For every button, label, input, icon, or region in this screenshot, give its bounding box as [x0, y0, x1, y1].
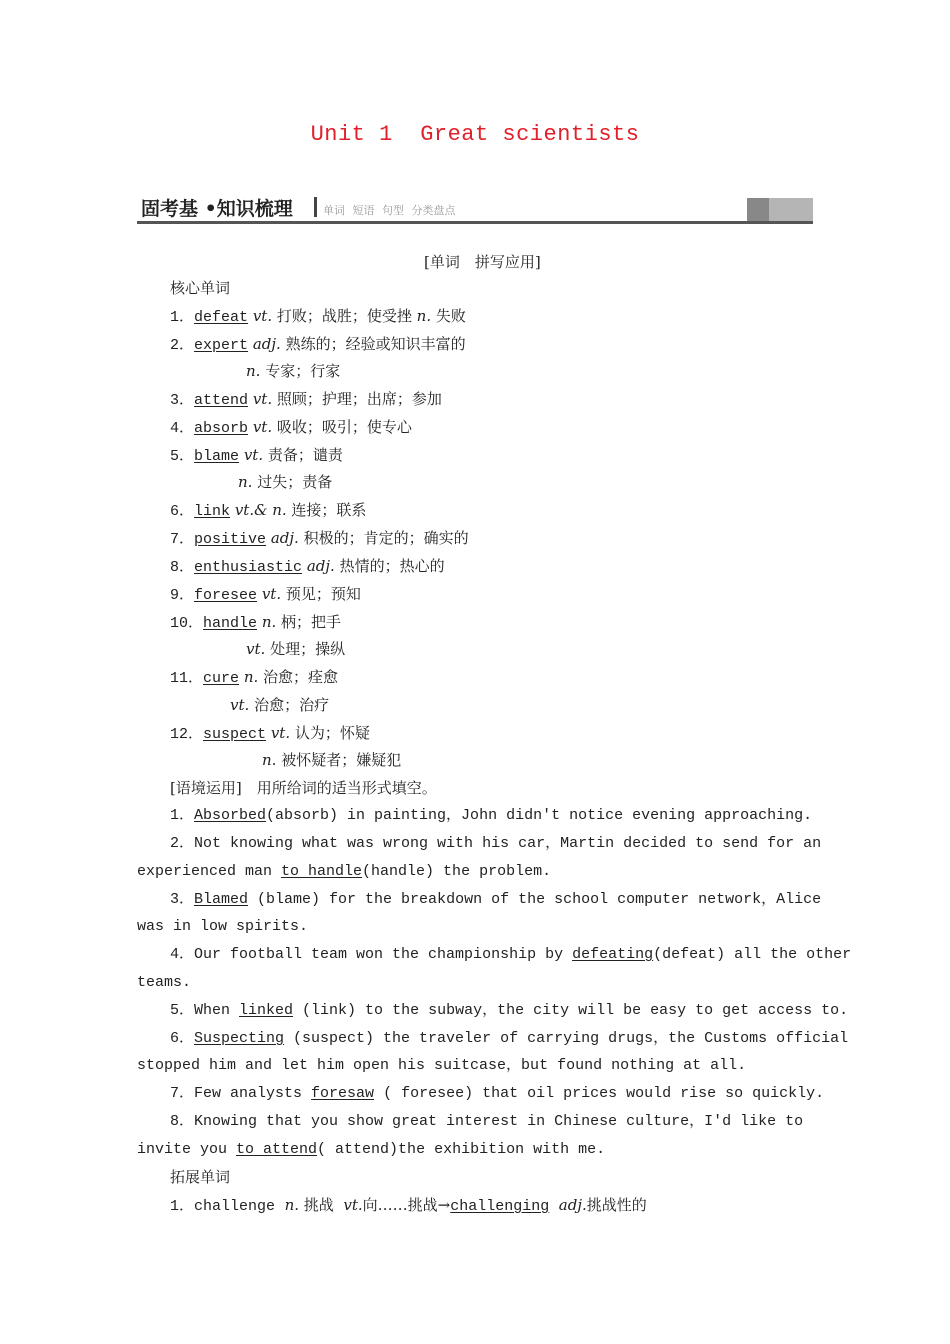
exercise-2: 2．Not knowing what was wrong with his car，Martin decided to send for an: [170, 835, 822, 852]
part-of-speech: vt.: [252, 390, 273, 408]
definition: 专家；行家: [265, 362, 341, 380]
exercise-3: 3．Blamed (blame) for the breakdown of the school computer network，Alice: [170, 891, 822, 908]
answer: linked: [239, 1002, 294, 1019]
part-of-speech: vt.: [230, 696, 250, 714]
core-word-row: [170, 556, 445, 578]
core-word-row: [170, 528, 469, 550]
banner-tags: 单词 短语 句型 分类盘点: [323, 204, 456, 217]
answer-word: link: [194, 503, 231, 520]
item-number: 8．: [170, 559, 195, 576]
exercise-8: 8．Knowing that you show great interest in Chinese culture，I'd like to: [170, 1113, 804, 1130]
definition: 处理；操纵: [270, 640, 346, 658]
part-of-speech: n.: [243, 668, 259, 686]
exercise-3-cont: was in low spirits.: [137, 918, 309, 935]
answer-word: absorb: [194, 420, 249, 437]
part-of-speech: n.: [416, 307, 432, 325]
page-title: [0, 122, 950, 147]
answer-word: expert: [194, 337, 249, 354]
part-of-speech: vt.: [252, 307, 273, 325]
core-word-row: [170, 306, 466, 328]
part-of-speech: vt.: [243, 446, 264, 464]
banner-block-light: [769, 198, 813, 221]
answer: foresaw: [311, 1085, 375, 1102]
exercise-2-cont: experienced man to handle(handle) the problem.: [137, 863, 552, 880]
definition: 连接；联系: [291, 501, 367, 519]
core-words-label: 核心单词: [170, 279, 231, 297]
core-word-row: [238, 472, 332, 492]
answer: Absorbed: [194, 807, 267, 824]
item-number: 1．: [170, 309, 195, 326]
answer: Suspecting: [194, 1030, 285, 1047]
exercise-1: 1．Absorbed(absorb) in painting，John didn't notice evening approaching.: [170, 807, 813, 824]
core-word-row: [246, 639, 345, 659]
answer: to attend: [236, 1141, 318, 1158]
part-of-speech: adj.: [252, 335, 281, 353]
banner-rule: [137, 221, 813, 224]
item-number: 4．: [170, 420, 195, 437]
answer-word: attend: [194, 392, 249, 409]
exercise-8-cont: invite you to attend( attend)the exhibition with me.: [137, 1141, 606, 1158]
item-number: 2．: [170, 337, 195, 354]
part-of-speech: adj.: [306, 557, 335, 575]
item-number: 10．: [170, 615, 204, 632]
answer: challenging: [450, 1198, 550, 1215]
core-word-row: [246, 361, 340, 381]
banner-heading: 固考基 •知识梳理: [141, 198, 293, 220]
answer-word: enthusiastic: [194, 559, 303, 576]
answer-word: handle: [203, 615, 258, 632]
item-number: 7．: [170, 531, 195, 548]
item-number: 11．: [170, 670, 204, 687]
definition: 熟练的；经验或知识丰富的: [285, 335, 466, 353]
definition: 认为；怀疑: [294, 724, 370, 742]
core-word-row: [170, 723, 370, 745]
core-word-row: [230, 695, 329, 715]
core-word-row: [170, 584, 361, 606]
item-number: 6．: [170, 503, 195, 520]
definition: 治愈；痊愈: [263, 668, 339, 686]
answer-word: cure: [203, 670, 240, 687]
answer-word: foresee: [194, 587, 258, 604]
definition: 被怀疑者；嫌疑犯: [281, 751, 402, 769]
extended-word-1: 1．challenge n. 挑战 vt.向……挑战→challenging adj.挑战性的: [170, 1196, 647, 1215]
answer-word: suspect: [203, 726, 267, 743]
part-of-speech: vt.: [270, 724, 291, 742]
answer: Blamed: [194, 891, 249, 908]
banner-divider: [314, 197, 317, 217]
banner-block-dark: [747, 198, 769, 221]
core-word-row: [170, 500, 366, 522]
item-number: 3．: [170, 392, 195, 409]
part-of-speech: vt.: [261, 585, 282, 603]
core-word-row: [170, 389, 442, 411]
exercise-4: 4．Our football team won the championship by defeating(defeat) all the other: [170, 946, 852, 963]
core-word-row: [170, 667, 338, 689]
answer-word: positive: [194, 531, 267, 548]
context-label: [语境运用] 用所给词的适当形式填空。: [170, 779, 437, 797]
part-of-speech: n.: [238, 473, 253, 491]
item-number: 9．: [170, 587, 195, 604]
definition: 责备；谴责: [267, 446, 343, 464]
part-of-speech: adj.: [270, 529, 299, 547]
answer-word: defeat: [194, 309, 249, 326]
core-word-row: [170, 417, 412, 439]
exercise-5: 5．When linked (link) to the subway，the city will be easy to get access to.: [170, 1002, 849, 1019]
core-word-row: [170, 445, 343, 467]
extended-words-label: 拓展单词: [170, 1168, 231, 1186]
part-of-speech: vt.: [246, 640, 266, 658]
part-of-speech: n.: [246, 362, 261, 380]
definition: 柄；把手: [281, 613, 342, 631]
section-header: [单词 拼写应用]: [424, 253, 541, 271]
unit-number: Unit 1: [310, 122, 393, 147]
answer-word: blame: [194, 448, 240, 465]
answer: to handle: [281, 863, 363, 880]
item-number: 12．: [170, 726, 204, 743]
definition: 失败: [435, 307, 466, 325]
exercise-6: 6．Suspecting (suspect) the traveler of carrying drugs，the Customs official: [170, 1030, 849, 1047]
core-word-row: [170, 612, 341, 634]
exercise-6-cont: stopped him and let him open his suitcase，but found nothing at all.: [137, 1057, 747, 1074]
definition: 热情的；热心的: [339, 557, 445, 575]
part-of-speech: vt.& n.: [234, 501, 287, 519]
unit-name: Great scientists: [420, 122, 640, 147]
definition: 预见；预知: [285, 585, 361, 603]
part-of-speech: vt.: [252, 418, 273, 436]
part-of-speech: n.: [261, 613, 277, 631]
answer: defeating: [572, 946, 654, 963]
core-word-row: [170, 334, 466, 356]
exercise-7: 7．Few analysts foresaw ( foresee) that oil prices would rise so quickly.: [170, 1085, 825, 1102]
section-banner: [137, 194, 813, 224]
definition: 治愈；治疗: [254, 696, 330, 714]
part-of-speech: n.: [262, 751, 277, 769]
definition: 打败；战胜；使受挫: [276, 307, 412, 325]
definition: 照顾；护理；出席；参加: [276, 390, 442, 408]
definition: 积极的；肯定的；确实的: [303, 529, 469, 547]
item-number: 5．: [170, 448, 195, 465]
core-word-row: [262, 750, 401, 770]
definition: 吸收；吸引；使专心: [276, 418, 412, 436]
definition: 过失；责备: [257, 473, 333, 491]
exercise-4-cont: teams.: [137, 974, 192, 991]
